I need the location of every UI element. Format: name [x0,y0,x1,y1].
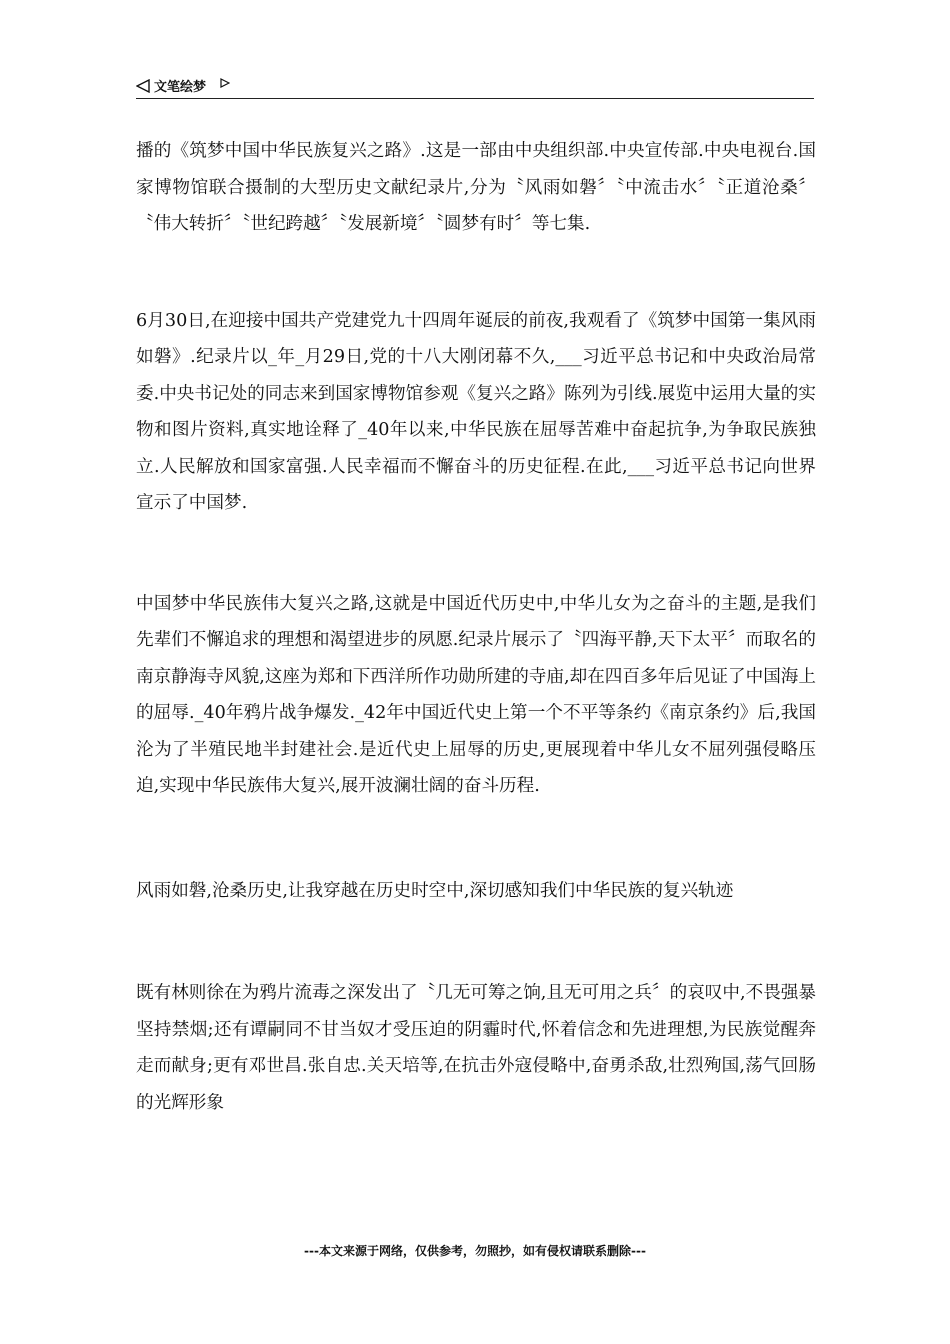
header-brand-text: 文笔绘梦 [154,80,207,95]
page-header [136,74,814,99]
paragraph-4: 风雨如磐,沧桑历史,让我穿越在历史时空中,深切感知我们中华民族的复兴轨迹 [136,880,734,901]
paragraph-1: 播的《筑梦中国中华民族复兴之路》.这是一部由中央组织部.中央宣传部.中央电视台.国家博物馆联合摄制的大型历史文献纪录片,分为〝风雨如磐〞〝中流击水〞〝正道沧桑〞〝伟大转折〞〝世纪跨越〞〝发展新境〞〝圆梦有时〞等七集. [136,141,816,234]
triangle-right-icon [220,78,230,88]
footer-notice: ---本文来源于网络，仅供参考，勿照抄，如有侵权请联系删除--- [304,1244,646,1258]
triangle-left-icon [136,79,150,93]
header-brand-group [136,76,230,95]
paragraph-3: 中国梦中华民族伟大复兴之路,这就是中国近代历史中,中华儿女为之奋斗的主题,是我们先辈们不懈追求的理想和渴望进步的夙愿.纪录片展示了〝四海平静,天下太平〞而取名的南京静海寺风貌,这座为郑和下西洋所作功勋所建的寺庙,却在四百多年后见证了中国海上的屈辱._40年鸦片战争爆发._42年中国近代史上第一个不平等条约《南京条约》后,我国沦为了半殖民地半封建社会.是近代史上屈辱的历史,更展现着中华儿女不屈列强侵略压迫,实现中华民族伟大复兴,展开波澜壮阔的奋斗历程. [136,593,816,796]
document-body [136,133,816,1121]
paragraph-2: 6月30日,在迎接中国共产党建党九十四周年诞辰的前夜,我观看了《筑梦中国第一集风雨如磐》.纪录片以_年_月29日,党的十八大刚闭幕不久,___习近平总书记和中央政治局常委.中央书记处的同志来到国家博物馆参观《复兴之路》陈列为引线.展览中运用大量的实物和图片资料,真实地诠释了_40年以来,中华民族在屈辱苦难中奋起抗争,为争取民族独立.人民解放和国家富强.人民幸福而不懈奋斗的历史征程.在此,___习近平总书记向世界宣示了中国梦. [136,310,816,513]
paragraph-5: 既有林则徐在为鸦片流毒之深发出了〝几无可筹之饷,且无可用之兵〞的哀叹中,不畏强暴坚持禁烟;还有谭嗣同不甘当奴才受压迫的阴霾时代,怀着信念和先进理想,为民族觉醒奔走而献身;更有邓世昌.张自忠.关天培等,在抗击外寇侵略中,奋勇杀敌,壮烈殉国,荡气回肠的光辉形象 [136,983,816,1113]
